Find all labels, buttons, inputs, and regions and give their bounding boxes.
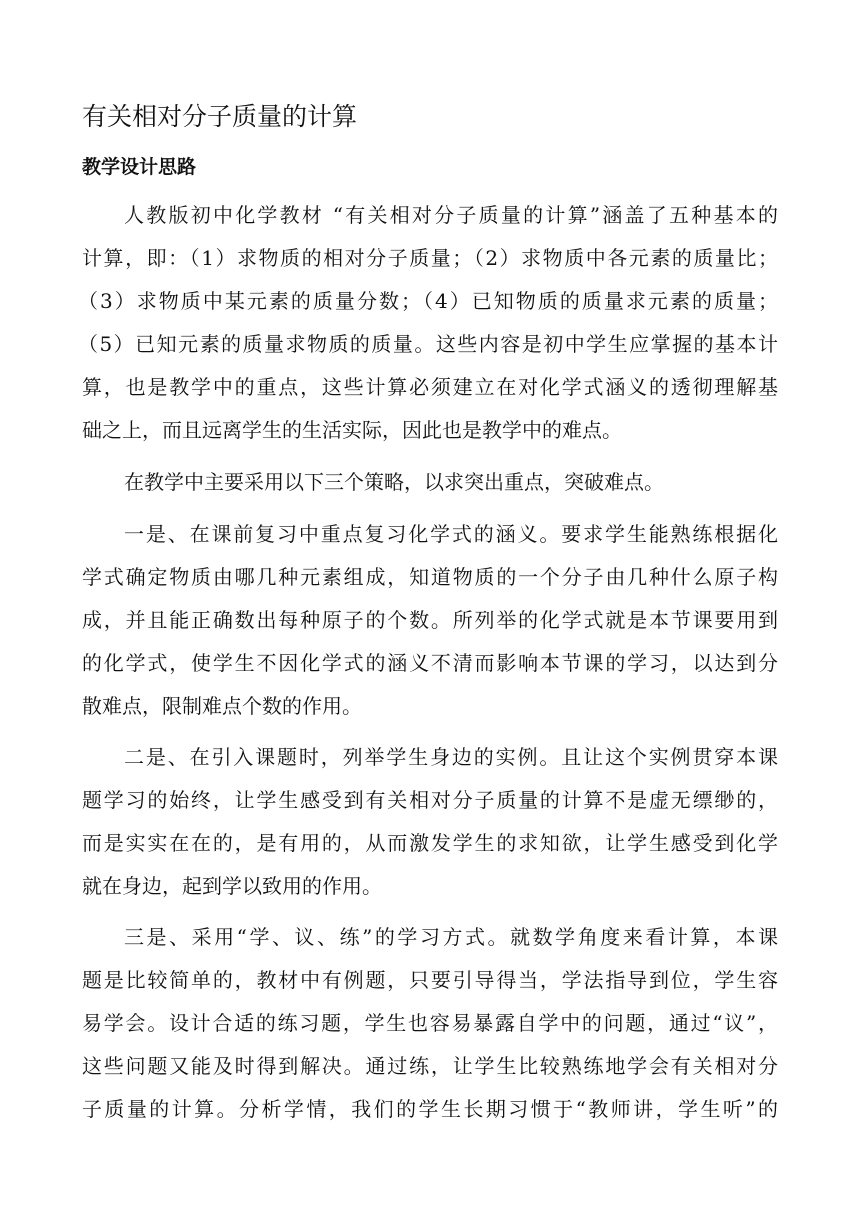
- section-heading: 教学设计思路: [82, 156, 197, 178]
- paragraph-line: 成，并且能正确数出每种原子的个数。所列举的化学式就是本节课要用到: [82, 608, 778, 632]
- paragraph-line: 散难点，限制难点个数的作用。: [82, 694, 362, 718]
- paragraph-line: （5）已知元素的质量求物质的质量。这些内容是初中学生应掌握的基本计: [78, 332, 778, 356]
- paragraph-line: 易学会。设计合适的练习题，学生也容易暴露自学中的问题，通过“议”，: [82, 1011, 778, 1035]
- paragraph-line: 子质量的计算。分析学情，我们的学生长期习惯于“教师讲，学生听”的: [82, 1097, 778, 1121]
- paragraph-line: 三是、采用“学、议、练”的学习方式。就数学角度来看计算，本课: [124, 925, 778, 949]
- paragraph-line: 二是、在引入课题时，列举学生身边的实例。且让这个实例贯穿本课: [124, 745, 778, 769]
- paragraph-line: 就在身边，起到学以致用的作用。: [82, 874, 382, 898]
- paragraph-line: 在教学中主要采用以下三个策略，以求突出重点，突破难点。: [124, 470, 664, 494]
- paragraph-line: 计算，即：（1）求物质的相对分子质量；（2）求物质中各元素的质量比；: [82, 246, 778, 270]
- paragraph-line: 题是比较简单的，教材中有例题，只要引导得当，学法指导到位，学生容: [82, 968, 778, 992]
- paragraph-line: 算，也是教学中的重点，这些计算必须建立在对化学式涵义的透彻理解基: [82, 375, 778, 399]
- paragraph-line: （3）求物质中某元素的质量分数；（4）已知物质的质量求元素的质量；: [78, 289, 778, 313]
- paragraph-line: 础之上，而且远离学生的生活实际，因此也是教学中的难点。: [82, 418, 622, 442]
- paragraph-line: 题学习的始终，让学生感受到有关相对分子质量的计算不是虚无缥缈的，: [82, 788, 778, 812]
- paragraph-line: 的化学式，使学生不因化学式的涵义不清而影响本节课的学习，以达到分: [82, 651, 778, 675]
- document-title: 有关相对分子质量的计算: [82, 102, 358, 131]
- paragraph-line: 学式确定物质由哪几种元素组成，知道物质的一个分子由几种什么原子构: [82, 565, 778, 589]
- paragraph-line: 这些问题又能及时得到解决。通过练，让学生比较熟练地学会有关相对分: [82, 1054, 778, 1078]
- paragraph-line: 人教版初中化学教材 “有关相对分子质量的计算”涵盖了五种基本的: [124, 203, 778, 227]
- paragraph-line: 而是实实在在的，是有用的，从而激发学生的求知欲，让学生感受到化学: [82, 831, 778, 855]
- paragraph-line: 一是、在课前复习中重点复习化学式的涵义。要求学生能熟练根据化: [124, 522, 778, 546]
